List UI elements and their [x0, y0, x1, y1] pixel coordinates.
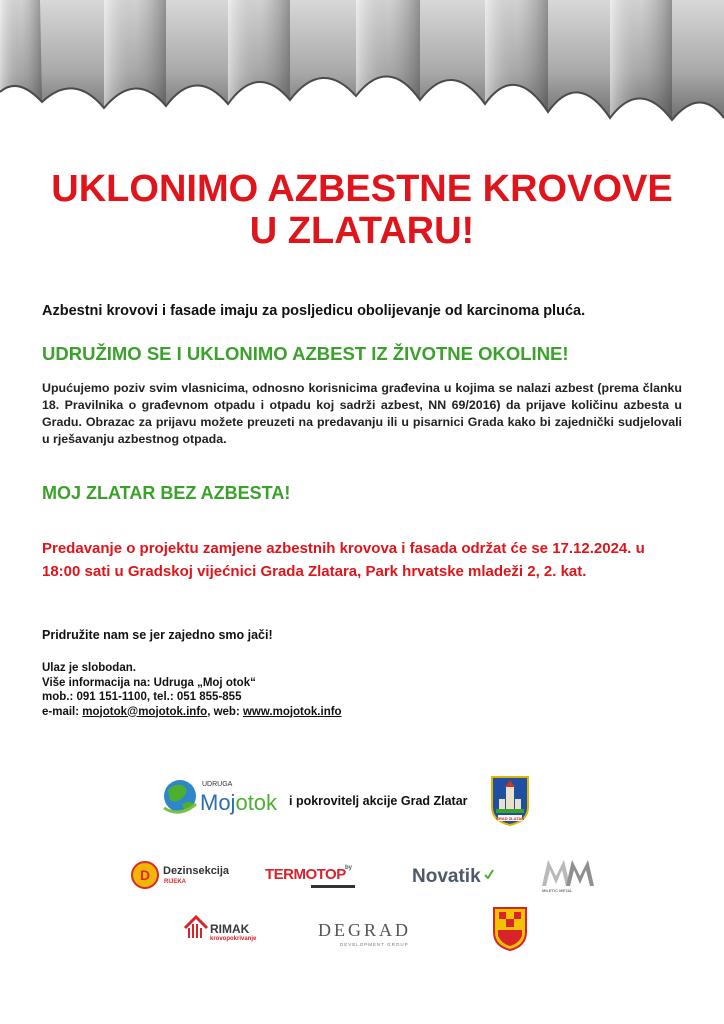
- dezinsekcija-logo: D Dezinsekcija RIJEKA: [130, 860, 240, 892]
- novatik-check-icon: [484, 869, 494, 879]
- zlatar-crest-icon: [490, 775, 530, 827]
- slogan-unite: UDRUŽIMO SE I UKLONIMO AZBEST IZ ŽIVOTNE OKOLINE!: [42, 343, 569, 364]
- rimak-logo: RIMAK krovopokrivanje: [183, 912, 263, 946]
- email-web-line: e-mail: mojotok@mojotok.info, web: www.mojotok.info: [42, 705, 342, 718]
- degrad-logo: DEGRAD DEVELOPMENT GROUP: [318, 920, 411, 947]
- svg-text:D: D: [139, 867, 151, 883]
- entry-note: Ulaz je slobodan.: [42, 662, 136, 674]
- svg-text:Mojotok: Mojotok: [200, 790, 278, 815]
- termotop-logo: TERMOTOP by: [265, 863, 365, 893]
- svg-text:GRAD ZLATAR: GRAD ZLATAR: [495, 816, 525, 821]
- join-text: Pridružite nam se jer zajedno smo jači!: [42, 628, 273, 642]
- page-title-line2: U ZLATARU!: [249, 210, 475, 252]
- contact-block: [42, 661, 342, 719]
- rimak-roof-icon: [183, 914, 209, 940]
- web-link[interactable]: www.mojotok.info: [242, 705, 342, 718]
- svg-text:UDRUGA: UDRUGA: [202, 781, 233, 788]
- dezinsekcija-emblem-icon: [130, 860, 160, 890]
- mm-monogram-icon: [540, 858, 596, 888]
- patron-text: i pokrovitelj akcije Grad Zlatar: [289, 794, 468, 808]
- mojotok-logo: [162, 774, 292, 819]
- termotop-underline: [311, 885, 355, 888]
- phone-line: mob.: 091 151-1100, tel.: 051 855-855: [42, 691, 242, 703]
- coat-of-arms-icon: [492, 906, 528, 952]
- slogan-zlatar: MOJ ZLATAR BEZ AZBESTA!: [42, 483, 291, 503]
- novatik-logo: Novatik: [412, 866, 492, 892]
- invitation-paragraph: Upućujemo poziv svim vlasnicima, odnosno korisnicima građevina u kojima se nalazi azbest (prema članku 18. Pravilnika o građevnom otpadu i otpadu koj sadrži azbest, NN 69/2016) da prijave količinu azbesta u Gradu. Obrazac za prijavu možete preuzeti na predavanju ili u pisarnici Grada kako bi zajednički sudjelovali u rješavanju azbestnog otpada.: [42, 381, 682, 446]
- intro-text: Azbestni krovovi i fasade imaju za posljedicu obolijevanje od karcinoma pluća.: [42, 303, 586, 319]
- corrugated-roof-illustration: [0, 0, 724, 135]
- miletic-metal-logo: MILETIĆ METAL: [540, 858, 596, 894]
- info-line: Više informacija na: Udruga „Moj otok“: [42, 676, 256, 689]
- email-link[interactable]: mojotok@mojotok.info: [82, 705, 208, 718]
- page-title-line1: UKLONIMO AZBESTNE KROVOVE: [51, 168, 673, 210]
- event-announcement: Predavanje o projektu zamjene azbestnih krovova i fasada održat će se 17.12.2024. u 18:00 sati u Gradskoj vijećnici Grada Zlatara, Park hrvatske mladeži 2, 2. kat.: [42, 540, 645, 580]
